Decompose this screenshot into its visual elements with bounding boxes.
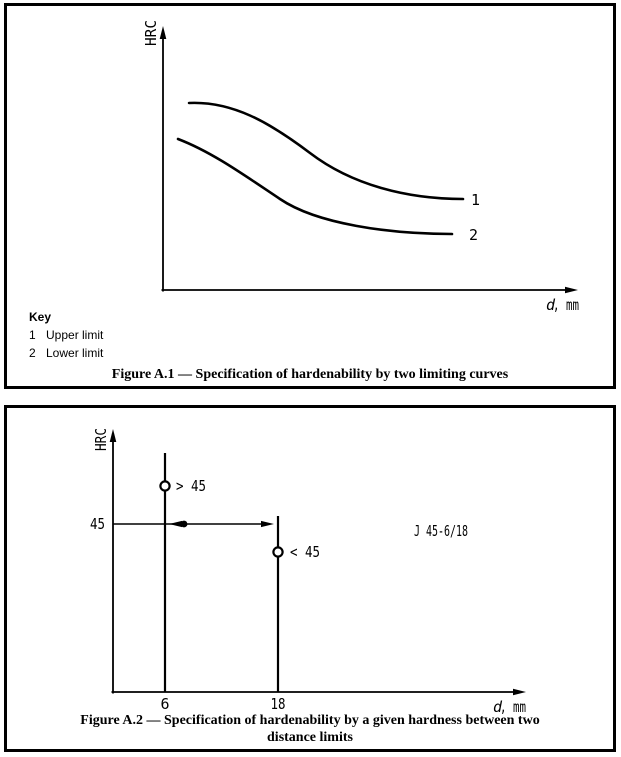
- key-item-number: 2: [29, 346, 36, 360]
- key-item-lower-limit: [29, 344, 103, 362]
- figure-a2-panel: [4, 405, 616, 752]
- lower-point-label: < 45: [290, 543, 320, 561]
- upper-point-marker: [160, 481, 169, 490]
- lower-limit-curve: [178, 139, 452, 234]
- key-item-label: Upper limit: [46, 328, 104, 342]
- lower-point-marker: [273, 547, 282, 556]
- figure-a1-caption: Figure A.1 — Specification of hardenability by two limiting curves: [111, 367, 509, 382]
- dimension-arrow-right-icon: [261, 521, 274, 527]
- x-axis-arrow-icon: [565, 287, 578, 294]
- upper-point-label: > 45: [176, 477, 206, 495]
- dimension-arrow-left-icon: [169, 521, 182, 527]
- figure-a2-caption-line2: distance limits: [267, 730, 353, 745]
- key-item-upper-limit: [29, 326, 103, 344]
- x-tick-6: 6: [160, 695, 170, 713]
- figure-a2-caption-line1: Figure A.2 — Specification of hardenability by a given hardness between two: [80, 713, 540, 728]
- key-item-label: Lower limit: [46, 346, 104, 360]
- figure-a2-caption: [7, 712, 613, 746]
- x-axis-label-d: d: [546, 296, 556, 314]
- key-block: [29, 308, 103, 362]
- curve-1-label: 1: [471, 191, 481, 209]
- y-axis-label: HRC: [142, 18, 160, 46]
- dimension-dot: [181, 521, 188, 528]
- upper-limit-curve: [189, 103, 463, 199]
- x-axis-arrow-icon: [513, 689, 526, 696]
- y-axis-label: HRC: [92, 423, 110, 451]
- x-axis-label-unit: , mm: [500, 698, 526, 716]
- key-title: Key: [29, 310, 52, 324]
- x-tick-18: 18: [270, 695, 286, 713]
- figure-a2-plot: [7, 408, 613, 749]
- x-axis-label-d: d: [493, 698, 503, 716]
- key-item-number: 1: [29, 328, 36, 342]
- y-value-45-label: 45: [90, 515, 105, 533]
- figure-a1-panel: [4, 3, 616, 389]
- y-axis-arrow-icon: [160, 26, 167, 39]
- y-axis-arrow-icon: [110, 429, 117, 442]
- designation-label: J 45-6/18: [414, 522, 468, 540]
- x-axis-label-unit: , mm: [553, 296, 579, 314]
- curve-2-label: 2: [469, 226, 479, 244]
